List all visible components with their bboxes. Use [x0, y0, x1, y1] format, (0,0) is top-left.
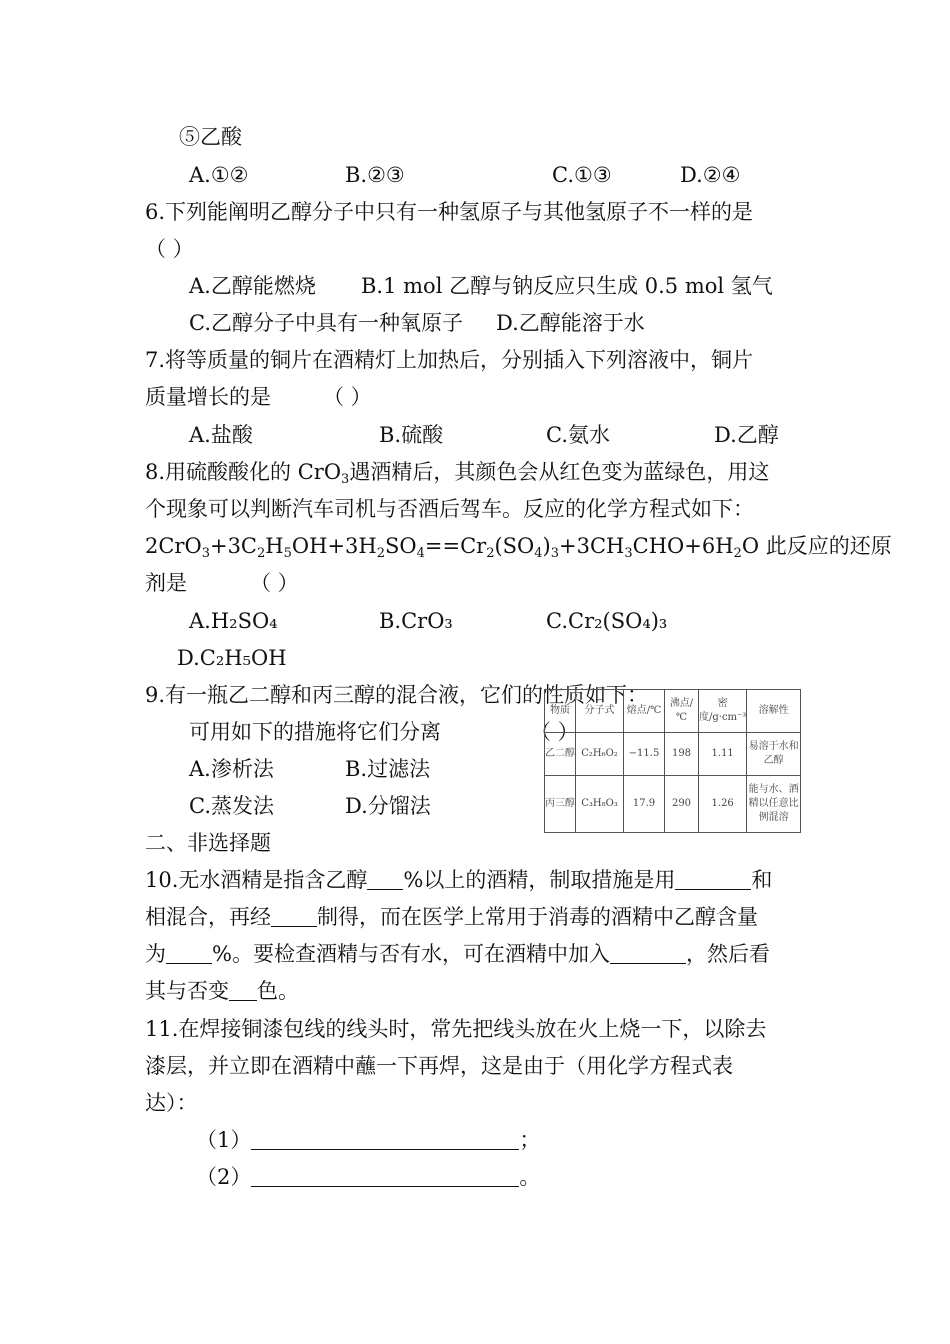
q11-blank-2[interactable]: [251, 1166, 519, 1187]
q5-option-a: A.①②: [189, 163, 249, 187]
q10-line4: 其与否变 色。: [145, 979, 299, 1003]
q8-answer-paren: （ ）: [250, 571, 299, 595]
q8-option-c: C.Cr₂(SO₄)₃: [546, 609, 668, 633]
table-header-cell: 密度/g·cm⁻³: [699, 690, 747, 733]
q6-option-d: D.乙醇能溶于水: [496, 311, 645, 335]
table-cell: 能与水、酒精以任意比例混溶: [747, 776, 801, 833]
q8-stem-line4: 剂是: [145, 571, 187, 595]
q7-stem-line2: 质量增长的是: [145, 385, 271, 409]
q5-option-c: C.①③: [552, 163, 612, 187]
table-cell: 易溶于水和乙醇: [747, 733, 801, 776]
table-cell: 198: [665, 733, 699, 776]
q7-stem-line1: 7.将等质量的铜片在酒精灯上加热后，分别插入下列溶液中，铜片: [145, 348, 754, 372]
q10-line3: 为 %。要检查酒精与否有水，可在酒精中加入 ，然后看: [145, 942, 770, 966]
q7-option-d: D.乙醇: [714, 423, 779, 447]
q7-option-b: B.硫酸: [379, 423, 444, 447]
q8-option-a: A.H₂SO₄: [189, 609, 278, 633]
q11-answer-2: （2） 。: [196, 1165, 541, 1189]
table-cell: 丙三醇: [545, 776, 576, 833]
q10-line1: 10.无水酒精是指含乙醇 %以上的酒精，制取措施是用 和: [145, 868, 773, 892]
q10-blank-method[interactable]: [271, 906, 317, 927]
q6-option-c: C.乙醇分子中具有一种氧原子: [189, 311, 463, 335]
q5-option-d: D.②④: [680, 163, 741, 187]
table-header-cell: 物质: [545, 690, 576, 733]
table-cell: 17.9: [624, 776, 665, 833]
q5-option-b: B.②③: [345, 163, 405, 187]
q9-option-a: A.渗析法: [189, 757, 274, 781]
q6-option-a: A.乙醇能燃烧: [189, 274, 316, 298]
table-header-row: [545, 690, 801, 733]
q5-item-5: ⑤乙酸: [179, 125, 242, 149]
q8-stem-line2: 个现象可以判断汽车司机与否酒后驾车。反应的化学方程式如下：: [145, 497, 754, 521]
q9-option-b: B.过滤法: [345, 757, 431, 781]
q6-stem: 6.下列能阐明乙醇分子中只有一种氢原子与其他氢原子不一样的是: [145, 200, 754, 224]
table-cell: 290: [665, 776, 699, 833]
q9-answer-paren: （ ）: [530, 720, 579, 744]
table-header-cell: 沸点/℃: [665, 690, 699, 733]
table-cell: C₂H₆O₂: [576, 733, 624, 776]
q10-blank-reagent[interactable]: [675, 869, 751, 890]
q8-option-d: D.C₂H₅OH: [177, 646, 287, 670]
table-cell: C₃H₈O₃: [576, 776, 624, 833]
q9-stem-line1: 9.有一瓶乙二醇和丙三醇的混合液，它们的性质如下：: [145, 683, 649, 707]
table-header-cell: 溶解性: [747, 690, 801, 733]
q8-equation: $2CrO_3+3C_2H_5OH+3H_2SO_4==Cr_2(SO_4)_3+3CH_3CHO+6H_2O$ 此反应的还原: [145, 534, 892, 561]
q9-option-c: C.蒸发法: [189, 794, 274, 818]
q11-answer-1: （1） ；: [196, 1128, 541, 1152]
q9-option-d: D.分馏法: [345, 794, 431, 818]
table-cell: 乙二醇: [545, 733, 576, 776]
q7-answer-paren: （ ）: [323, 385, 372, 409]
q7-option-c: C.氨水: [546, 423, 610, 447]
q11-stem-line2: 漆层，并立即在酒精中蘸一下再焊，这是由于（用化学方程式表: [145, 1054, 733, 1078]
q8-stem-line1: 8.用硫酸酸化的 CrO$_3$遇酒精后，其颜色会从红色变为蓝绿色，用这: [145, 460, 770, 487]
q11-stem-line1: 11.在焊接铜漆包线的线头时，常先把线头放在火上烧一下，以除去: [145, 1017, 767, 1041]
table-cell: 1.11: [699, 733, 747, 776]
q10-blank-medical-percent[interactable]: [166, 943, 212, 964]
properties-table: [544, 689, 801, 833]
table-header-cell: 分子式: [576, 690, 624, 733]
section-title: 二、非选择题: [145, 831, 271, 855]
q6-option-b: B.1 mol 乙醇与钠反应只生成 0.5 mol 氢气: [361, 274, 773, 298]
q11-stem-line3: 达）：: [145, 1091, 198, 1115]
q9-stem-line2: 可用如下的措施将它们分离: [189, 720, 441, 744]
q11-blank-1[interactable]: [251, 1129, 519, 1150]
table-row: [545, 776, 801, 833]
table-row: [545, 733, 801, 776]
table-cell: −11.5: [624, 733, 665, 776]
table-cell: 1.26: [699, 776, 747, 833]
q10-blank-color[interactable]: [229, 980, 257, 1001]
table-header-cell: 熔点/℃: [624, 690, 665, 733]
q7-option-a: A.盐酸: [189, 423, 253, 447]
q6-answer-paren: （ ）: [145, 237, 194, 261]
q10-blank-test-reagent[interactable]: [610, 943, 686, 964]
q10-blank-percent[interactable]: [367, 869, 403, 890]
q10-line2: 相混合，再经 制得，而在医学上常用于消毒的酒精中乙醇含量: [145, 905, 758, 929]
q8-option-b: B.CrO₃: [379, 609, 453, 633]
